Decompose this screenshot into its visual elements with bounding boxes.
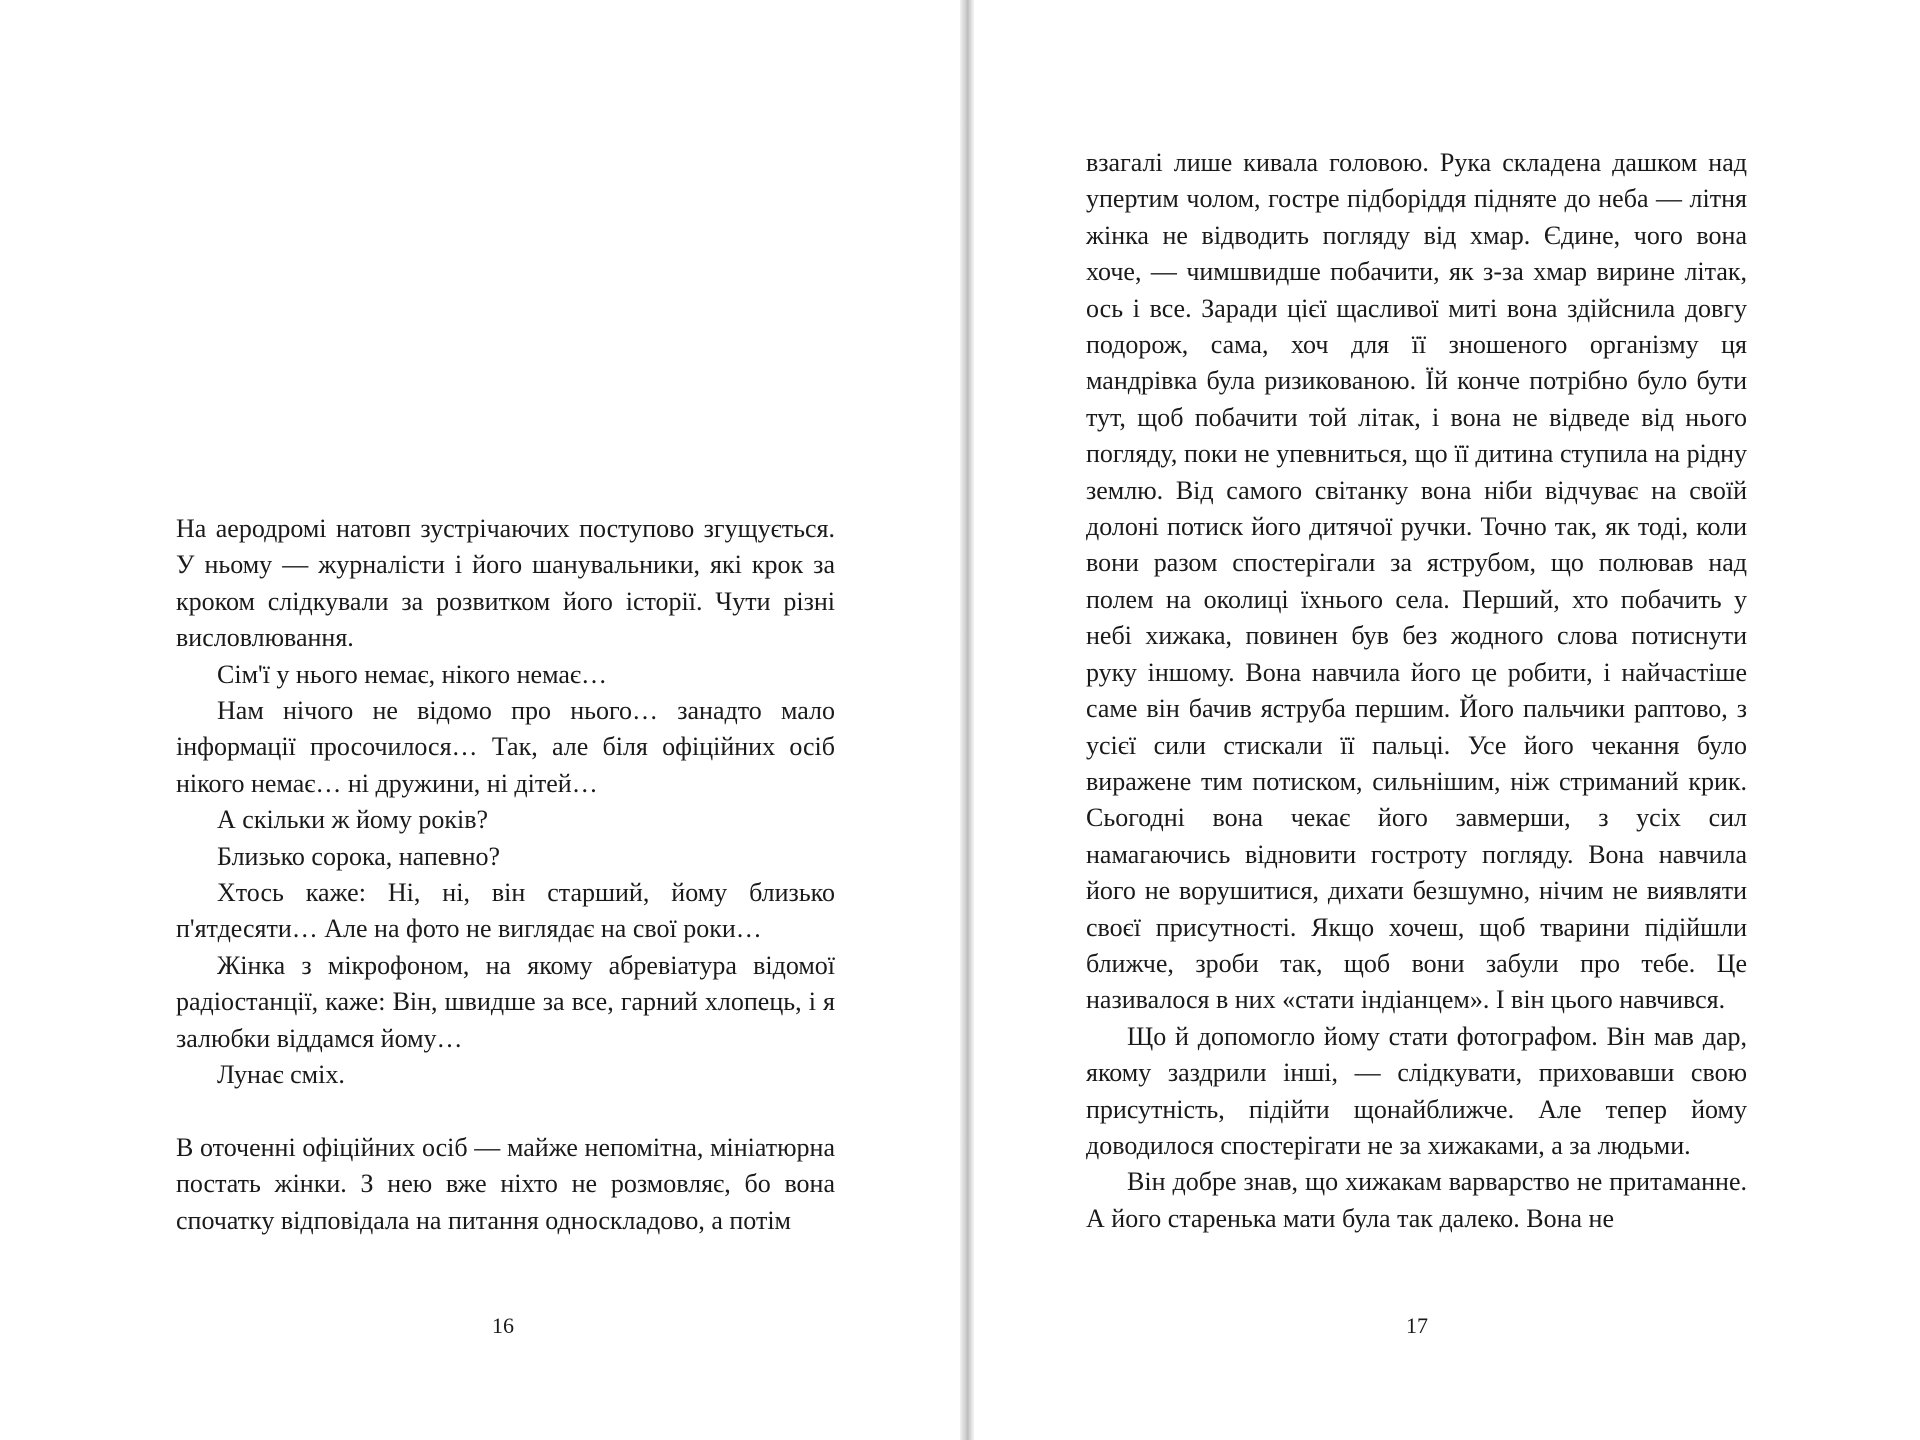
paragraph: Він добре знав, що хижакам варварство не притаманне. А його старенька мати була так далеко. Вона не	[1086, 1167, 1747, 1233]
paragraph: А скільки ж йому років?	[217, 805, 489, 835]
page-number: 16	[492, 1313, 514, 1338]
paragraph: Нам нічого не відомо про нього… занадто мало інформації просочилося… Так, але біля офіційних осіб нікого немає… ні дружини, ні дітей…	[176, 696, 835, 798]
paragraph: взагалі лише кивала головою. Рука складена дашком над упертим чолом, гостре підборіддя підняте до неба — літня жінка не відводить погляду від хмар. Єдине, чого вона хоче, — чимшвидше побачити, як з-за хмар вирине літак, ось і все. Заради цієї щасливої миті вона здійснила довгу подорож, сама, хоч для її зношеного організму ця мандрівка була ризикованою. Їй конче потрібно було бути тут, щоб побачити той літак, і вона не відведе від нього погляду, поки не упевниться, що її дитина ступила на рідну землю. Від самого світанку вона ніби відчуває на своїй долоні потиск його дитячої ручки. Точно так, як тоді, коли вони разом спостерігали за яструбом, що полював над полем на околиці їхнього села. Перший, хто побачить у небі хижака, повинен був без жодного слова потиснути руку іншому. Вона навчила його це робити, і найчастіше саме він бачив яструба першим. Його пальчики раптово, з усієї сили стискали її пальці. Усе його чекання було виражене тим потиском, сильнішим, ніж стриманий крик. Сьогодні вона чекає його завмерши, з усіх сил намагаючись відновити гостроту погляду. Вона навчила його не ворушитися, дихати безшумно, нічим не виявляти своєї присутності. Якщо хочеш, щоб тварини підійшли ближче, зроби так, щоб вони забули про тебе. Це називалося в них «стати індіанцем». І він цього навчився.	[1086, 148, 1747, 1015]
paragraph: Хтось каже: Ні, ні, він старший, йому близько п'ятдесяти… Але на фото не виглядає на свої роки…	[176, 878, 835, 944]
paragraph: Що й допомогло йому стати фотографом. Він мав дар, якому заздрили інші, — слідкувати, приховавши свою присутність, підійти щонайближче. Але тепер йому доводилося спостерігати не за хижаками, а за людьми.	[1086, 1021, 1747, 1160]
left-page-text	[176, 511, 835, 1239]
right-page	[974, 0, 1920, 1440]
paragraph: Сім'ї у нього немає, нікого немає…	[217, 659, 608, 689]
paragraph: Близько сорока, напевно?	[217, 841, 501, 871]
paragraph: В оточенні офіційних осіб — майже непомітна, мініатюрна постать жінки. З нею вже ніхто не розмовляє, бо вона спочатку відповідала на питання односкладово, а потім	[176, 1132, 835, 1235]
book-gutter	[960, 0, 974, 1440]
paragraph: На аеродромі натовп зустрічаючих поступово згущується. У ньому — журналісти і його шанувальники, які крок за кроком слідкували за розвитком його історії. Чути різні висловлювання.	[176, 514, 835, 653]
paragraph: Лунає сміх.	[217, 1060, 345, 1090]
right-page-text	[1086, 145, 1747, 1237]
page-number: 17	[1406, 1313, 1428, 1338]
paragraph: Жінка з мікрофоном, на якому абревіатура відомої радіостанції, каже: Він, швидше за все, гарний хлопець, і я залюбки віддамся йому…	[176, 950, 835, 1053]
